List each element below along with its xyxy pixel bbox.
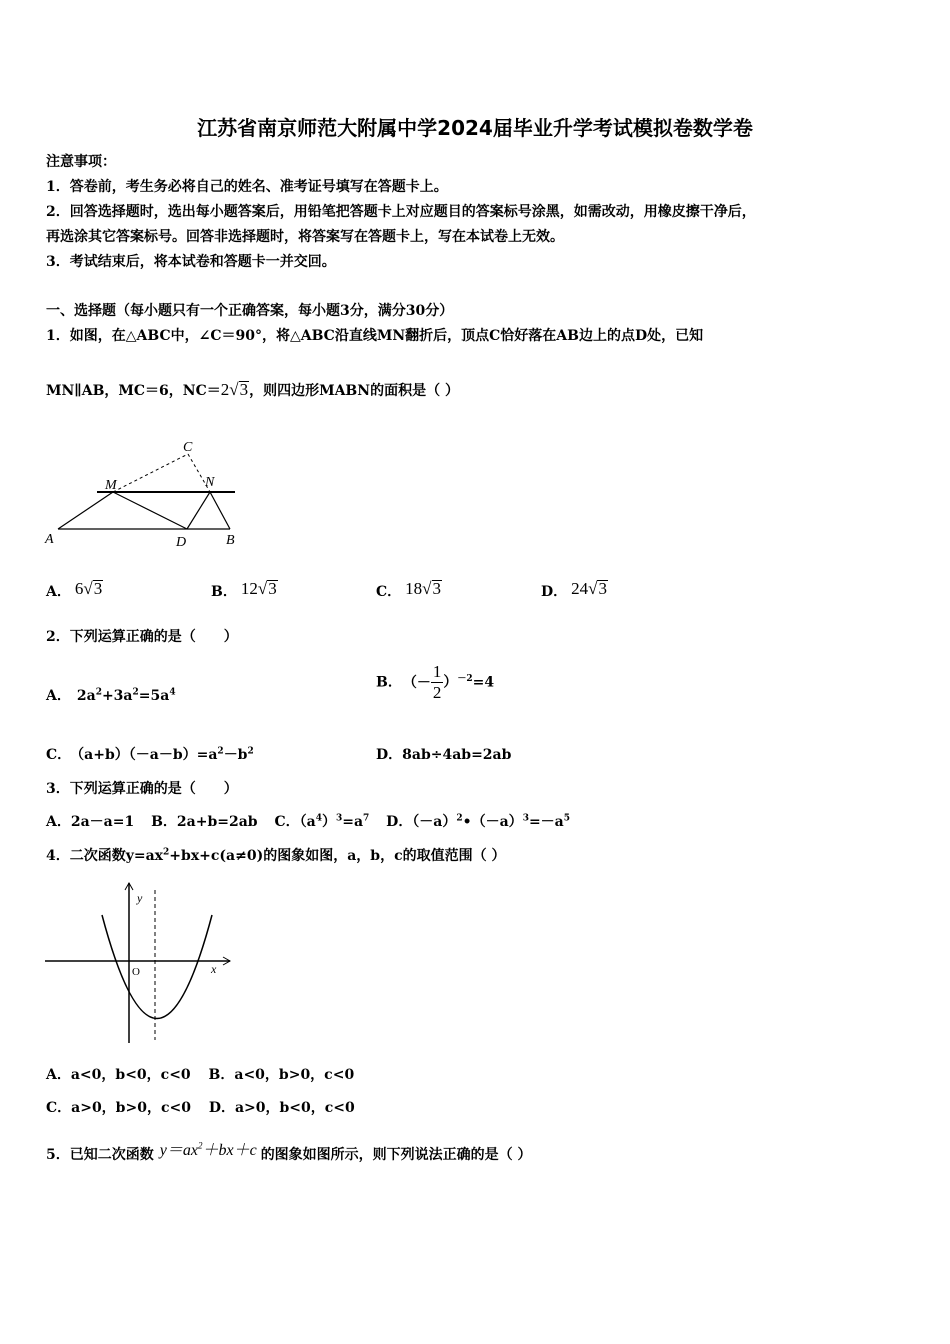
q4-options-row-2 (46, 1098, 355, 1118)
dashed-mc (113, 454, 188, 492)
origin-label: O (132, 966, 140, 978)
q1-option-a[interactable]: A． 6√3 (46, 579, 103, 600)
q5-stem: 5．已知二次函数 $y=ax^2+bx+c$ 的图象如图所示，则下列说法正确的是（ ） (46, 1140, 532, 1163)
label-n: N (205, 475, 215, 490)
q2-option-b[interactable]: B． （－ $\frac{1}{2}$ ）$^{-2}$=4 (376, 662, 495, 702)
label-a: A (45, 532, 54, 547)
segment-md (113, 492, 187, 529)
q4-option-a[interactable]: A．a<0，b<0，c<0 (46, 1067, 191, 1083)
notice-item-3: 3．考试结束后，将本试卷和答题卡一并交回。 (46, 254, 336, 270)
q3-option-d[interactable]: D．$(-a)^2•(-a)^3=-a^5$ (386, 813, 571, 830)
parabola-curve (102, 915, 212, 1019)
q1-option-c[interactable]: C． 18√3 (376, 579, 441, 600)
q4-option-d[interactable]: D．a>0，b<0，c<0 (208, 1100, 355, 1116)
y-axis-label: y (137, 891, 143, 905)
q1-option-b[interactable]: B． 12√3 (211, 579, 277, 600)
q4-parabola-figure (40, 880, 240, 1050)
q4-options-row-1 (46, 1065, 354, 1085)
segment-nb (210, 492, 230, 529)
q2-option-c[interactable]: C． $(a+b)(-a-b)=a^2-b^2$ (46, 746, 254, 763)
q2-stem: 2．下列运算正确的是（ ） (46, 629, 238, 645)
q4-option-b[interactable]: B．a<0，b>0，c<0 (208, 1067, 355, 1083)
q1-question-text: ，则四边形MABN的面积是（ ） (249, 383, 459, 399)
label-b: B (226, 533, 235, 548)
q1-stem-line-1: 1．如图，在△ABC中，∠C＝90°，将△ABC沿直线MN翻折后，顶点C恰好落在AB边上的点D处，已知 (46, 328, 704, 344)
label-m: M (105, 478, 117, 493)
label-c: C (183, 440, 193, 455)
page-title: 江苏省南京师范大附属中学2024届毕业升学考试模拟卷数学卷 (197, 116, 753, 140)
segment-dn (187, 492, 210, 529)
x-axis-label: x (211, 962, 217, 976)
section-heading: 一、选择题（每小题只有一个正确答案，每小题3分，满分30分） (46, 303, 454, 319)
q1-condition-text: MN∥AB，MC＝6，NC＝ (46, 383, 221, 399)
q3-option-c[interactable]: C．$(a^4)^3=a^7$ (274, 813, 370, 830)
q2-fraction: $\frac{1}{2}$ (432, 662, 442, 702)
notice-item-1: 1．答卷前，考生务必将自己的姓名、准考证号填写在答题卡上。 (46, 179, 448, 195)
q1-option-d[interactable]: D． 24√3 (541, 579, 607, 600)
q5-formula: $y=ax^2+bx+c$ (159, 1140, 257, 1159)
q4-option-c[interactable]: C．a>0，b>0，c<0 (46, 1100, 191, 1116)
q4-stem: 4．二次函数$y=ax^2+bx+c(a\ne 0)$的图象如图，a，b，c的取值范围（ ） (46, 847, 506, 864)
notice-item-2-line-2: 再选涂其它答案标号。回答非选择题时，将答案写在答题卡上，写在本试卷上无效。 (46, 229, 564, 245)
q1-figure (40, 435, 240, 553)
notice-heading: 注意事项： (46, 154, 116, 170)
q2-option-d[interactable]: D．8ab÷4ab=2ab (376, 747, 512, 763)
q2-option-a[interactable]: A． $2a^2+3a^2=5a^4$ (46, 687, 176, 704)
q1-stem-line-2 (46, 380, 459, 401)
q1-nc-value: 2√3 (220, 380, 249, 399)
q3-option-b[interactable]: B．2a+b=2ab (151, 814, 258, 830)
q3-options (46, 812, 570, 832)
q3-stem: 3．下列运算正确的是（ ） (46, 781, 238, 797)
q3-option-a[interactable]: A．2a－a=1 (46, 814, 135, 830)
segment-am (58, 492, 113, 529)
label-d: D (176, 535, 187, 550)
notice-item-2-line-1: 2．回答选择题时，选出每小题答案后，用铅笔把答题卡上对应题目的答案标号涂黑，如需改动，用橡皮擦干净后， (46, 204, 756, 220)
